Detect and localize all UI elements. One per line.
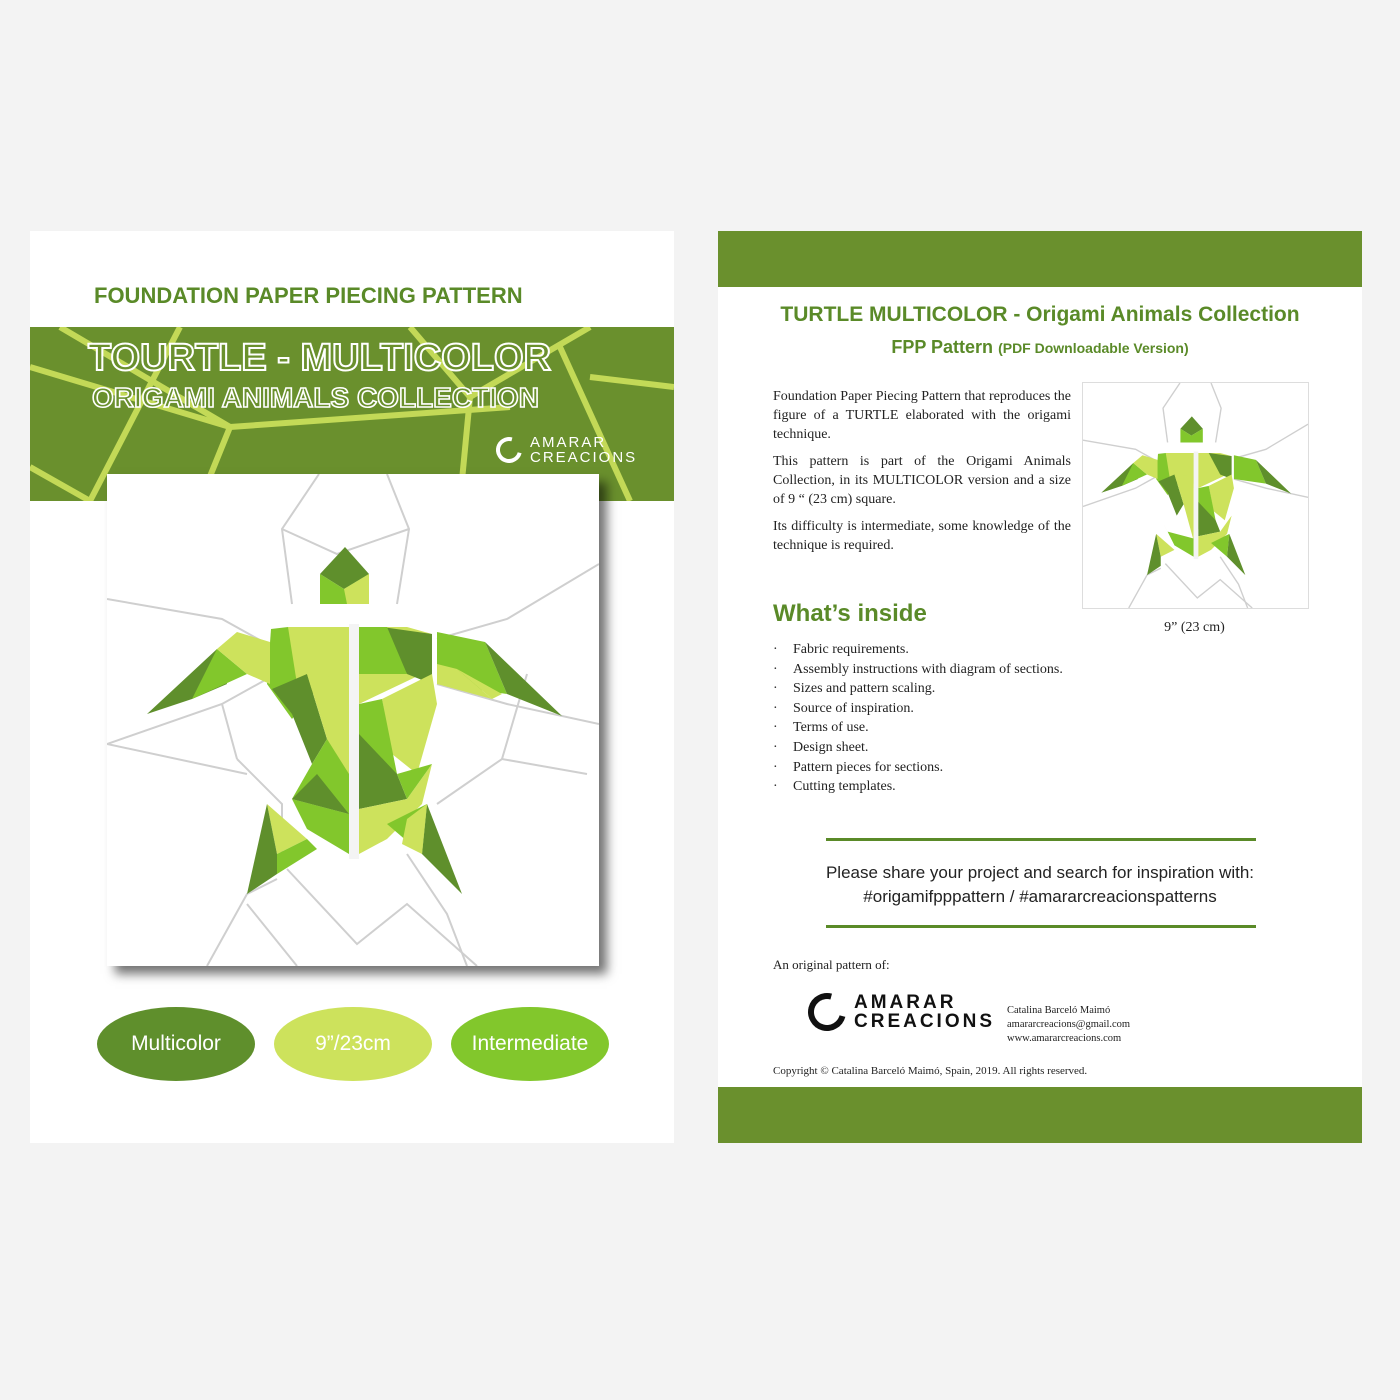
cover-top-title: FOUNDATION PAPER PIECING PATTERN <box>94 283 523 308</box>
banner-title: TOURTLE - MULTICOLOR <box>88 337 551 379</box>
enso-circle-icon <box>491 432 527 468</box>
turtle-quilt-block <box>107 474 599 966</box>
badge-color-version: Multicolor <box>97 1007 255 1081</box>
description-para-2: This pattern is part of the Origami Animals Collection, in its MULTICOLOR version and a size of 9 “ (23 cm) square. <box>773 454 1071 507</box>
turtle-thumbnail <box>1082 382 1309 609</box>
banner-subtitle: ORIGAMI ANIMALS COLLECTION <box>92 382 539 413</box>
contact-block <box>1007 1004 1130 1046</box>
brand-logo-large <box>808 993 995 1031</box>
original-pattern-label: An original pattern of: <box>773 957 890 972</box>
whats-inside-heading: What’s inside <box>773 600 927 627</box>
enso-circle-icon <box>801 986 853 1038</box>
divider-top <box>826 838 1256 841</box>
divider-bottom <box>826 925 1256 928</box>
turtle-pattern-illustration <box>107 474 599 966</box>
description-para-3: Its difficulty is intermediate, some knowledge of the technique is required. <box>773 519 1071 553</box>
list-item: · Terms of use. <box>773 718 1063 738</box>
badge-size: 9”/23cm <box>274 1007 432 1081</box>
contact-website: www.amararcreacions.com <box>1007 1033 1122 1044</box>
brand-name-line2: CREACIONS <box>854 1011 996 1032</box>
list-item: · Fabric requirements. <box>773 640 1063 660</box>
list-item: · Design sheet. <box>773 738 1063 758</box>
cover-page <box>30 231 674 1143</box>
list-item: · Source of inspiration. <box>773 699 1063 719</box>
list-item: · Cutting templates. <box>773 777 1063 797</box>
top-green-band <box>718 231 1362 287</box>
info-subtitle: FPP Pattern (PDF Downloadable Version) <box>891 337 1189 357</box>
share-hashtags: #origamifpppattern / #amararcreacionspatterns <box>863 887 1217 906</box>
list-item: · Assembly instructions with diagram of sections. <box>773 660 1063 680</box>
brand-logo <box>496 435 637 465</box>
contact-email: amararcreacions@gmail.com <box>1007 1019 1131 1030</box>
thumbnail-caption: 9” (23 cm) <box>1164 620 1225 635</box>
turtle-thumbnail-illustration <box>1083 383 1308 608</box>
contact-name: Catalina Barceló Maimó <box>1007 1005 1111 1016</box>
whats-inside-list <box>773 640 1063 797</box>
copyright-notice: Copyright © Catalina Barceló Maimó, Spain, 2019. All rights reserved. <box>773 1065 1088 1077</box>
list-item: · Sizes and pattern scaling. <box>773 679 1063 699</box>
info-title: TURTLE MULTICOLOR - Origami Animals Collection <box>780 303 1300 326</box>
list-item: · Pattern pieces for sections. <box>773 758 1063 778</box>
badge-difficulty: Intermediate <box>451 1007 609 1081</box>
description-para-1: Foundation Paper Piecing Pattern that reproduces the figure of a TURTLE elaborated with the origami technique. <box>773 389 1071 442</box>
share-line-1: Please share your project and search for inspiration with: <box>825 863 1255 882</box>
brand-name-line2: CREACIONS <box>530 449 638 466</box>
brand-name-line1: AMARAR <box>530 434 607 451</box>
share-message <box>718 861 1362 909</box>
info-page <box>718 231 1362 1143</box>
bottom-green-band <box>718 1087 1362 1143</box>
description <box>773 387 1071 563</box>
brand-name-line1: AMARAR <box>854 992 957 1013</box>
